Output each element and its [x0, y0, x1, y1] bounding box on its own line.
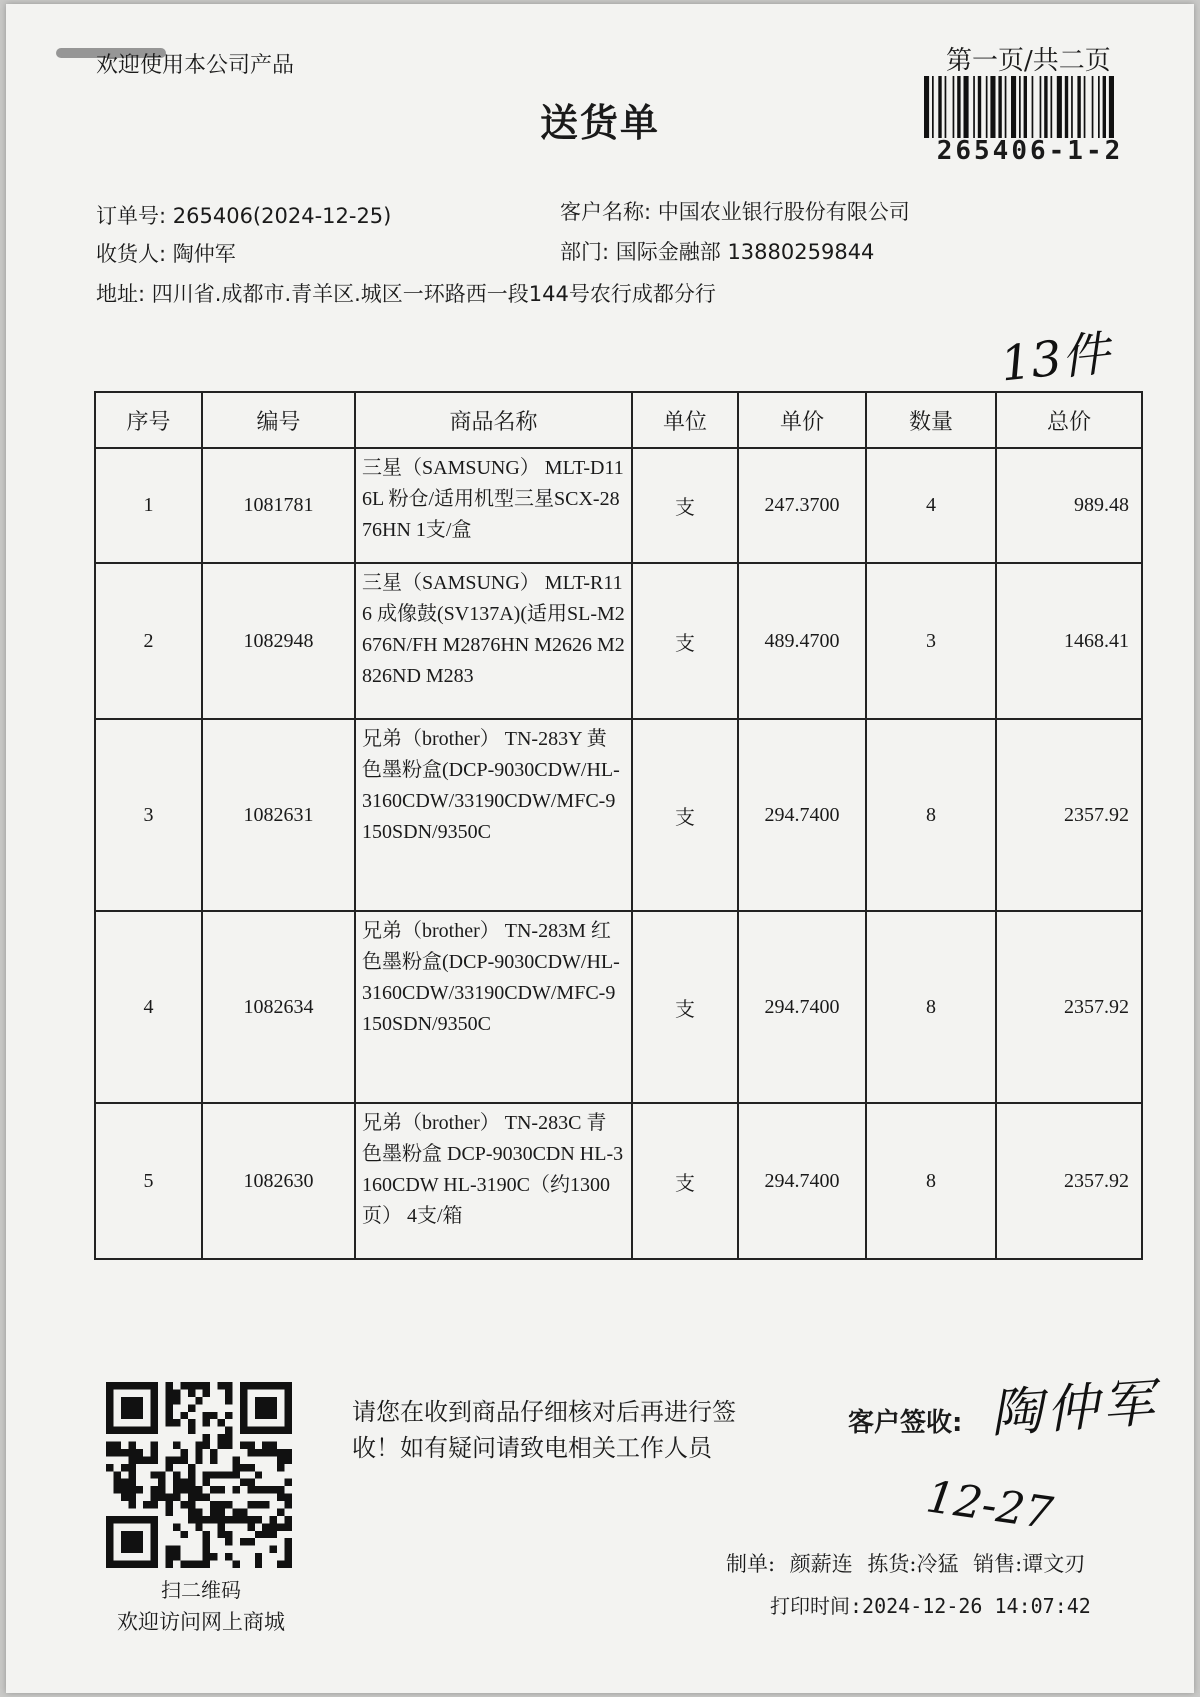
- cell-unit: 支: [632, 448, 738, 563]
- cell-seq: 5: [95, 1103, 202, 1259]
- cell-quantity: 8: [866, 719, 996, 911]
- cell-quantity: 3: [866, 563, 996, 719]
- department-value: 国际金融部 13880259844: [615, 240, 875, 264]
- department-label: 部门:: [560, 240, 610, 264]
- department-row: [560, 236, 874, 266]
- welcome-text: 欢迎使用本公司产品: [96, 53, 295, 78]
- receiver-name: 陶仲军: [172, 242, 236, 266]
- print-time: 打印时间:2024-12-26 14:07:42: [770, 1594, 1091, 1618]
- customer-label: 客户名称:: [560, 200, 652, 224]
- cell-unit-price: 247.3700: [738, 448, 866, 563]
- page-indicator: 第一页/共二页: [946, 46, 1111, 76]
- delivery-note-page: [6, 4, 1194, 1693]
- cell-quantity: 4: [866, 448, 996, 563]
- cell-product-name: 三星（SAMSUNG） MLT-D116L 粉仓/适用机型三星SCX-2876HN 1支/盒: [355, 448, 632, 563]
- header-code: 编号: [202, 392, 355, 448]
- cell-seq: 3: [95, 719, 202, 911]
- table-header-row: [95, 392, 1142, 448]
- cell-code: 1082948: [202, 563, 355, 719]
- table-row: [95, 719, 1142, 911]
- cell-total: 2357.92: [996, 911, 1142, 1103]
- qr-caption-mall: 欢迎访问网上商城: [117, 1610, 285, 1634]
- cell-unit: 支: [632, 719, 738, 911]
- qr-caption-scan: 扫二维码: [161, 1578, 241, 1602]
- receipt-notice: 请您在收到商品仔细核对后再进行签收！如有疑问请致电相关工作人员: [352, 1398, 736, 1462]
- cell-unit: 支: [632, 911, 738, 1103]
- header-quantity: 数量: [866, 392, 996, 448]
- cell-total: 2357.92: [996, 719, 1142, 911]
- cell-code: 1082631: [202, 719, 355, 911]
- staff-info: 制单: 颜薪连 拣货:冷猛 销售:谭文刃: [726, 1552, 1086, 1576]
- document-title: 送货单: [539, 101, 660, 145]
- signature-date: 12-27: [923, 1471, 1056, 1540]
- order-number: 265406(2024-12-25): [172, 204, 392, 228]
- cell-quantity: 8: [866, 1103, 996, 1259]
- cell-unit-price: 489.4700: [738, 563, 866, 719]
- table-row: [95, 563, 1142, 719]
- cell-total: 989.48: [996, 448, 1142, 563]
- receiver-label: 收货人:: [96, 242, 167, 266]
- cell-product-name: 兄弟（brother） TN-283M 红色墨粉盒(DCP-9030CDW/HL-3160CDW/33190CDW/MFC-9150SDN/9350C: [355, 911, 632, 1103]
- table-row: [95, 448, 1142, 563]
- cell-total: 1468.41: [996, 563, 1142, 719]
- order-number-label: 订单号:: [96, 204, 167, 228]
- cell-code: 1082634: [202, 911, 355, 1103]
- header-product-name: 商品名称: [355, 392, 632, 448]
- cell-seq: 1: [95, 448, 202, 563]
- customer-sign-label: 客户签收:: [848, 1408, 963, 1438]
- table-row: [95, 1103, 1142, 1259]
- cell-product-name: 三星（SAMSUNG） MLT-R116 成像鼓(SV137A)(适用SL-M2676N/FH M2876HN M2626 M2826ND M283: [355, 563, 632, 719]
- table-row: [95, 911, 1142, 1103]
- cell-unit: 支: [632, 1103, 738, 1259]
- header-unit-price: 单价: [738, 392, 866, 448]
- cell-seq: 4: [95, 911, 202, 1103]
- cell-code: 1082630: [202, 1103, 355, 1259]
- handwritten-item-count: 13件: [997, 325, 1113, 393]
- header-unit: 单位: [632, 392, 738, 448]
- barcode-number: 265406-1-2: [936, 136, 1124, 166]
- barcode: [924, 76, 1136, 138]
- customer-name: 中国农业银行股份有限公司: [657, 200, 910, 224]
- order-number-row: [96, 200, 391, 230]
- cell-unit-price: 294.7400: [738, 719, 866, 911]
- header-seq: 序号: [95, 392, 202, 448]
- address-row: [96, 278, 716, 308]
- cell-product-name: 兄弟（brother） TN-283Y 黄色墨粉盒(DCP-9030CDW/HL-3160CDW/33190CDW/MFC-9150SDN/9350C: [355, 719, 632, 911]
- header-total: 总价: [996, 392, 1142, 448]
- qr-code[interactable]: [106, 1382, 292, 1568]
- cell-code: 1081781: [202, 448, 355, 563]
- cell-product-name: 兄弟（brother） TN-283C 青色墨粉盒 DCP-9030CDN HL-3160CDW HL-3190C（约1300页） 4支/箱: [355, 1103, 632, 1259]
- customer-row: [560, 196, 910, 226]
- cell-unit: 支: [632, 563, 738, 719]
- cell-total: 2357.92: [996, 1103, 1142, 1259]
- address-value: 四川省.成都市.青羊区.城区一环路西一段144号农行成都分行: [151, 282, 716, 306]
- cell-seq: 2: [95, 563, 202, 719]
- receiver-row: [96, 238, 236, 268]
- cell-quantity: 8: [866, 911, 996, 1103]
- cell-unit-price: 294.7400: [738, 1103, 866, 1259]
- items-table: [94, 391, 1143, 1260]
- customer-signature: 陶仲军: [988, 1373, 1161, 1445]
- address-label: 地址:: [96, 282, 146, 306]
- cell-unit-price: 294.7400: [738, 911, 866, 1103]
